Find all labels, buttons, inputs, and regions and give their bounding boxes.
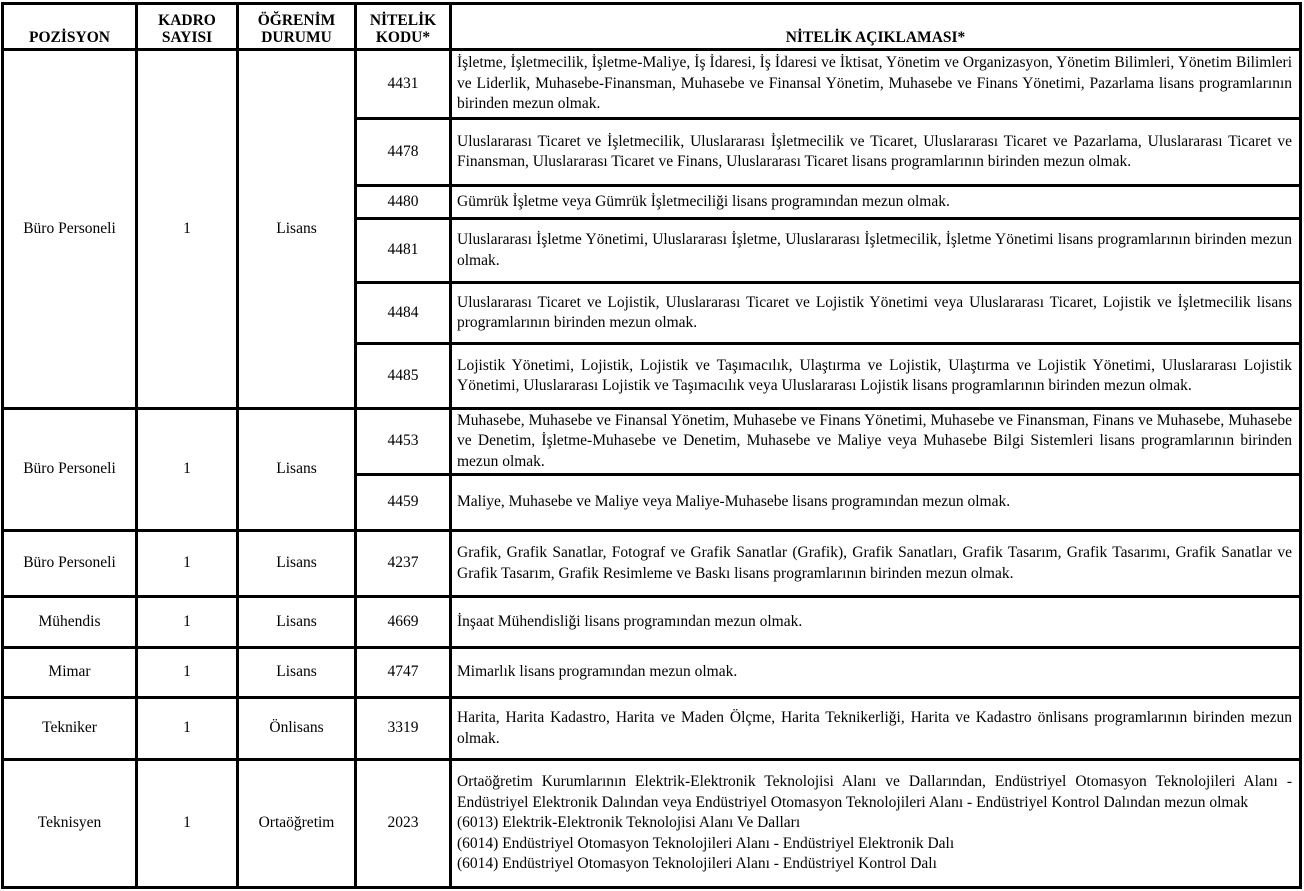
kadro-table <box>1 2 1302 889</box>
table-row <box>3 597 1301 648</box>
nitelik-kodu-cell: 4237 <box>356 531 451 597</box>
alan-kodu-line: (6014) Endüstriyel Otomasyon Teknolojileri Alanı - Endüstriyel Elektronik Dalı <box>457 834 955 852</box>
nitelik-aciklama-cell: Uluslararası Ticaret ve Lojistik, Uluslararası Ticaret ve Lojistik Yönetimi veya Uluslararası Ticaret, Lojistik ve İşletmecilik lisans programlarının birinden mezun olmak. <box>451 283 1301 344</box>
nitelik-kodu-cell: 3319 <box>356 698 451 760</box>
alan-kodu-line: (6014) Endüstriyel Otomasyon Teknolojileri Alanı - Endüstriyel Kontrol Dalı <box>457 855 937 873</box>
pozisyon-cell: Tekniker <box>3 698 137 760</box>
ogrenim-cell: Lisans <box>238 531 356 597</box>
nitelik-aciklama-cell: Grafik, Grafik Sanatlar, Fotograf ve Grafik Sanatlar (Grafik), Grafik Sanatları, Grafik Tasarım, Grafik Tasarımı, Grafik Sanatlar ve Grafik Tasarım, Grafik Resimleme ve Baskı lisans programlarının birinden mezun olmak. <box>451 531 1301 597</box>
nitelik-kodu-cell: 4484 <box>356 283 451 344</box>
nitelik-aciklama-cell <box>451 760 1301 888</box>
header-nitelik-aciklamasi: NİTELİK AÇIKLAMASI* <box>451 4 1301 50</box>
header-ogrenim-durumu: ÖĞRENİM DURUMU <box>238 4 356 50</box>
table-row <box>3 648 1301 698</box>
header-pozisyon: POZİSYON <box>3 4 137 50</box>
pozisyon-cell: Mimar <box>3 648 137 698</box>
table-row <box>3 760 1301 888</box>
nitelik-kodu-cell: 4480 <box>356 186 451 219</box>
nitelik-aciklama-cell: Maliye, Muhasebe ve Maliye veya Maliye-Muhasebe lisans programından mezun olmak. <box>451 475 1301 531</box>
nitelik-aciklama-cell: Uluslararası Ticaret ve İşletmecilik, Uluslararası İşletmecilik ve Ticaret, Uluslararası Ticaret ve Pazarlama, Uluslararası Ticaret ve Finansman, Uluslararası Ticaret ve Finans, Uluslararası Ticaret lisans programlarının birinden mezun olmak. <box>451 119 1301 186</box>
kadro-cell: 1 <box>137 648 238 698</box>
nitelik-kodu-cell: 4431 <box>356 50 451 119</box>
nitelik-kodu-cell: 4485 <box>356 344 451 409</box>
ogrenim-cell: Lisans <box>238 597 356 648</box>
header-nitelik-kodu: NİTELİK KODU* <box>356 4 451 50</box>
kadro-cell: 1 <box>137 698 238 760</box>
kadro-cell: 1 <box>137 597 238 648</box>
header-row <box>3 4 1301 50</box>
ogrenim-cell: Lisans <box>238 409 356 531</box>
nitelik-kodu-cell: 2023 <box>356 760 451 888</box>
kadro-cell: 1 <box>137 50 238 409</box>
ogrenim-cell: Önlisans <box>238 698 356 760</box>
nitelik-aciklama-cell: İnşaat Mühendisliği lisans programından mezun olmak. <box>451 597 1301 648</box>
nitelik-kodu-cell: 4478 <box>356 119 451 186</box>
pozisyon-cell: Teknisyen <box>3 760 137 888</box>
nitelik-kodu-cell: 4747 <box>356 648 451 698</box>
ogrenim-cell: Lisans <box>238 648 356 698</box>
header-kadro-sayisi: KADRO SAYISI <box>137 4 238 50</box>
nitelik-aciklama-cell: Mimarlık lisans programından mezun olmak. <box>451 648 1301 698</box>
nitelik-aciklama-cell: Gümrük İşletme veya Gümrük İşletmeciliği lisans programından mezun olmak. <box>451 186 1301 219</box>
nitelik-aciklama-cell: Lojistik Yönetimi, Lojistik, Lojistik ve Taşımacılık, Ulaştırma ve Lojistik, Ulaştırma ve Lojistik Yönetimi, Uluslararası Lojistik Yönetimi, Uluslararası Lojistik ve Taşımacılık veya Uluslararası Lojistik lisans programlarının birinden mezun olmak. <box>451 344 1301 409</box>
nitelik-aciklama-cell: İşletme, İşletmecilik, İşletme-Maliye, İş İdaresi, İş İdaresi ve İktisat, Yönetim ve Organizasyon, Yönetim Bilimleri, Yönetim Bilimleri ve Liderlik, Muhasebe-Finansman, Muhasebe ve Finansal Yönetim, Muhasebe ve Finans Yönetimi, Pazarlama lisans programlarının birinden mezun olmak. <box>451 50 1301 119</box>
table-row <box>3 531 1301 597</box>
nitelik-kodu-cell: 4453 <box>356 409 451 475</box>
table-row <box>3 409 1301 475</box>
nitelik-aciklama-cell: Muhasebe, Muhasebe ve Finansal Yönetim, Muhasebe ve Finans Yönetimi, Muhasebe ve Finansman, Finans ve Muhasebe, Muhasebe ve Denetim, İşletme-Muhasebe ve Denetim, Muhasebe ve Maliye veya Muhasebe Bilgi Sistemleri lisans programlarının birinden mezun olmak. <box>451 409 1301 475</box>
nitelik-kodu-cell: 4481 <box>356 219 451 283</box>
pozisyon-cell: Mühendis <box>3 597 137 648</box>
nitelik-aciklama-cell: Harita, Harita Kadastro, Harita ve Maden Ölçme, Harita Teknikerliği, Harita ve Kadastro önlisans programlarının birinden mezun olmak. <box>451 698 1301 760</box>
pozisyon-cell: Büro Personeli <box>3 50 137 409</box>
nitelik-kodu-cell: 4459 <box>356 475 451 531</box>
table-row <box>3 50 1301 119</box>
aciklama-text: Ortaöğretim Kurumlarının Elektrik-Elektronik Teknolojisi Alanı ve Dallarından, Endüstriyel Otomasyon Teknolojileri Alanı - Endüstriyel Elektronik Dalından veya Endüstriyel Otomasyon Teknolojileri Alanı - Endüstriyel Kontrol Dalından mezun olmak <box>457 773 1292 811</box>
pozisyon-cell: Büro Personeli <box>3 531 137 597</box>
alan-kodu-line: (6013) Elektrik-Elektronik Teknolojisi Alanı Ve Dalları <box>457 814 801 832</box>
ogrenim-cell: Lisans <box>238 50 356 409</box>
table-row <box>3 698 1301 760</box>
ogrenim-cell: Ortaöğretim <box>238 760 356 888</box>
nitelik-aciklama-cell: Uluslararası İşletme Yönetimi, Uluslararası İşletme, Uluslararası İşletmecilik, İşletme Yönetimi lisans programlarının birinden mezun olmak. <box>451 219 1301 283</box>
kadro-cell: 1 <box>137 760 238 888</box>
pozisyon-cell: Büro Personeli <box>3 409 137 531</box>
kadro-cell: 1 <box>137 531 238 597</box>
kadro-cell: 1 <box>137 409 238 531</box>
nitelik-kodu-cell: 4669 <box>356 597 451 648</box>
